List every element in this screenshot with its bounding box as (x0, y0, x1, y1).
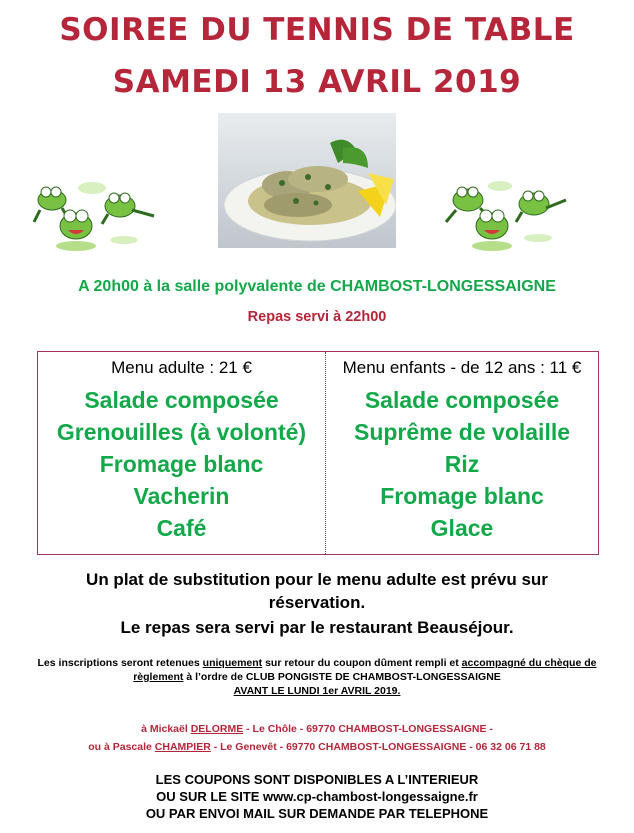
title-line-2: SAMEDI 13 AVRIL 2019 (112, 64, 522, 100)
adult-menu-item: Fromage blanc (99, 451, 264, 477)
kids-menu-item: Salade composée (364, 387, 560, 413)
contact-details: - Le Genevêt - 69770 CHAMBOST-LONGESSAIGNE - 06 32 06 71 88 (210, 741, 546, 753)
inscriptions-part: à l’ordre de CLUB PONGISTE DE CHAMBOST-LONGESSAIGNE (183, 671, 501, 683)
inscriptions-emphasis: uniquement (202, 657, 263, 669)
kids-menu-item: Suprême de volaille (353, 419, 571, 445)
adult-menu-item: Café (156, 515, 207, 541)
coupons-line-2: OU SUR LE SITE www.cp-chambost-longessaigne.fr (156, 789, 478, 804)
inscriptions-text (0, 656, 634, 698)
kids-menu-item: Fromage blanc (380, 483, 544, 509)
contact-details: - Le Chôle - 69770 CHAMBOST-LONGESSAIGNE - (243, 723, 493, 735)
contact-name: CHAMPIER (154, 741, 211, 753)
kids-menu-item: Riz (444, 451, 480, 477)
menu-table (37, 351, 599, 555)
contact-name: DELORME (190, 723, 244, 735)
inscriptions-part: Les inscriptions seront retenues (37, 657, 203, 669)
coupons-line-1: LES COUPONS SONT DISPONIBLES A L’INTERIEUR (155, 772, 479, 787)
inscriptions-deadline: AVANT LE LUNDI 1er AVRIL 2019. (233, 685, 401, 697)
kids-menu-heading: Menu enfants - de 12 ans : 11 € (342, 358, 582, 377)
restaurant-note: Le repas sera servi par le restaurant Beauséjour. (120, 618, 514, 637)
contact-line-2 (0, 740, 634, 754)
adult-menu-item: Grenouilles (à volonté) (56, 419, 307, 445)
meal-time: Repas servi à 22h00 (247, 309, 387, 325)
adult-menu-column (38, 352, 325, 544)
contact-line-1 (0, 722, 634, 736)
inscriptions-emphasis: accompagné du chèque de règlement (133, 657, 597, 683)
kids-menu-column (326, 352, 598, 544)
kids-menu-item: Glace (430, 515, 494, 541)
adult-menu-heading: Menu adulte : 21 € (111, 358, 252, 377)
frogs-left-illustration (32, 160, 162, 260)
adult-menu-item: Salade composée (84, 387, 279, 413)
adult-menu-items (38, 384, 325, 544)
event-venue: A 20h00 à la salle polyvalente de CHAMBOST-LONGESSAIGNE (78, 278, 556, 295)
adult-menu-item: Vacherin (133, 483, 230, 509)
frogs-right-illustration (438, 160, 568, 260)
contact-prefix: à Mickaël (141, 723, 191, 735)
coupons-line-3: OU PAR ENVOI MAIL SUR DEMANDE PAR TELEPHONE (145, 806, 489, 821)
substitution-note: Un plat de substitution pour le menu adulte est prévu sur réservation. (86, 570, 548, 612)
title-line-1: SOIREE DU TENNIS DE TABLE (59, 12, 575, 48)
contact-prefix: ou à Pascale (88, 741, 155, 753)
inscriptions-part: sur retour du coupon dûment rempli et (262, 657, 462, 669)
frog-legs-dish-photo (218, 113, 396, 248)
kids-menu-items (326, 384, 598, 544)
